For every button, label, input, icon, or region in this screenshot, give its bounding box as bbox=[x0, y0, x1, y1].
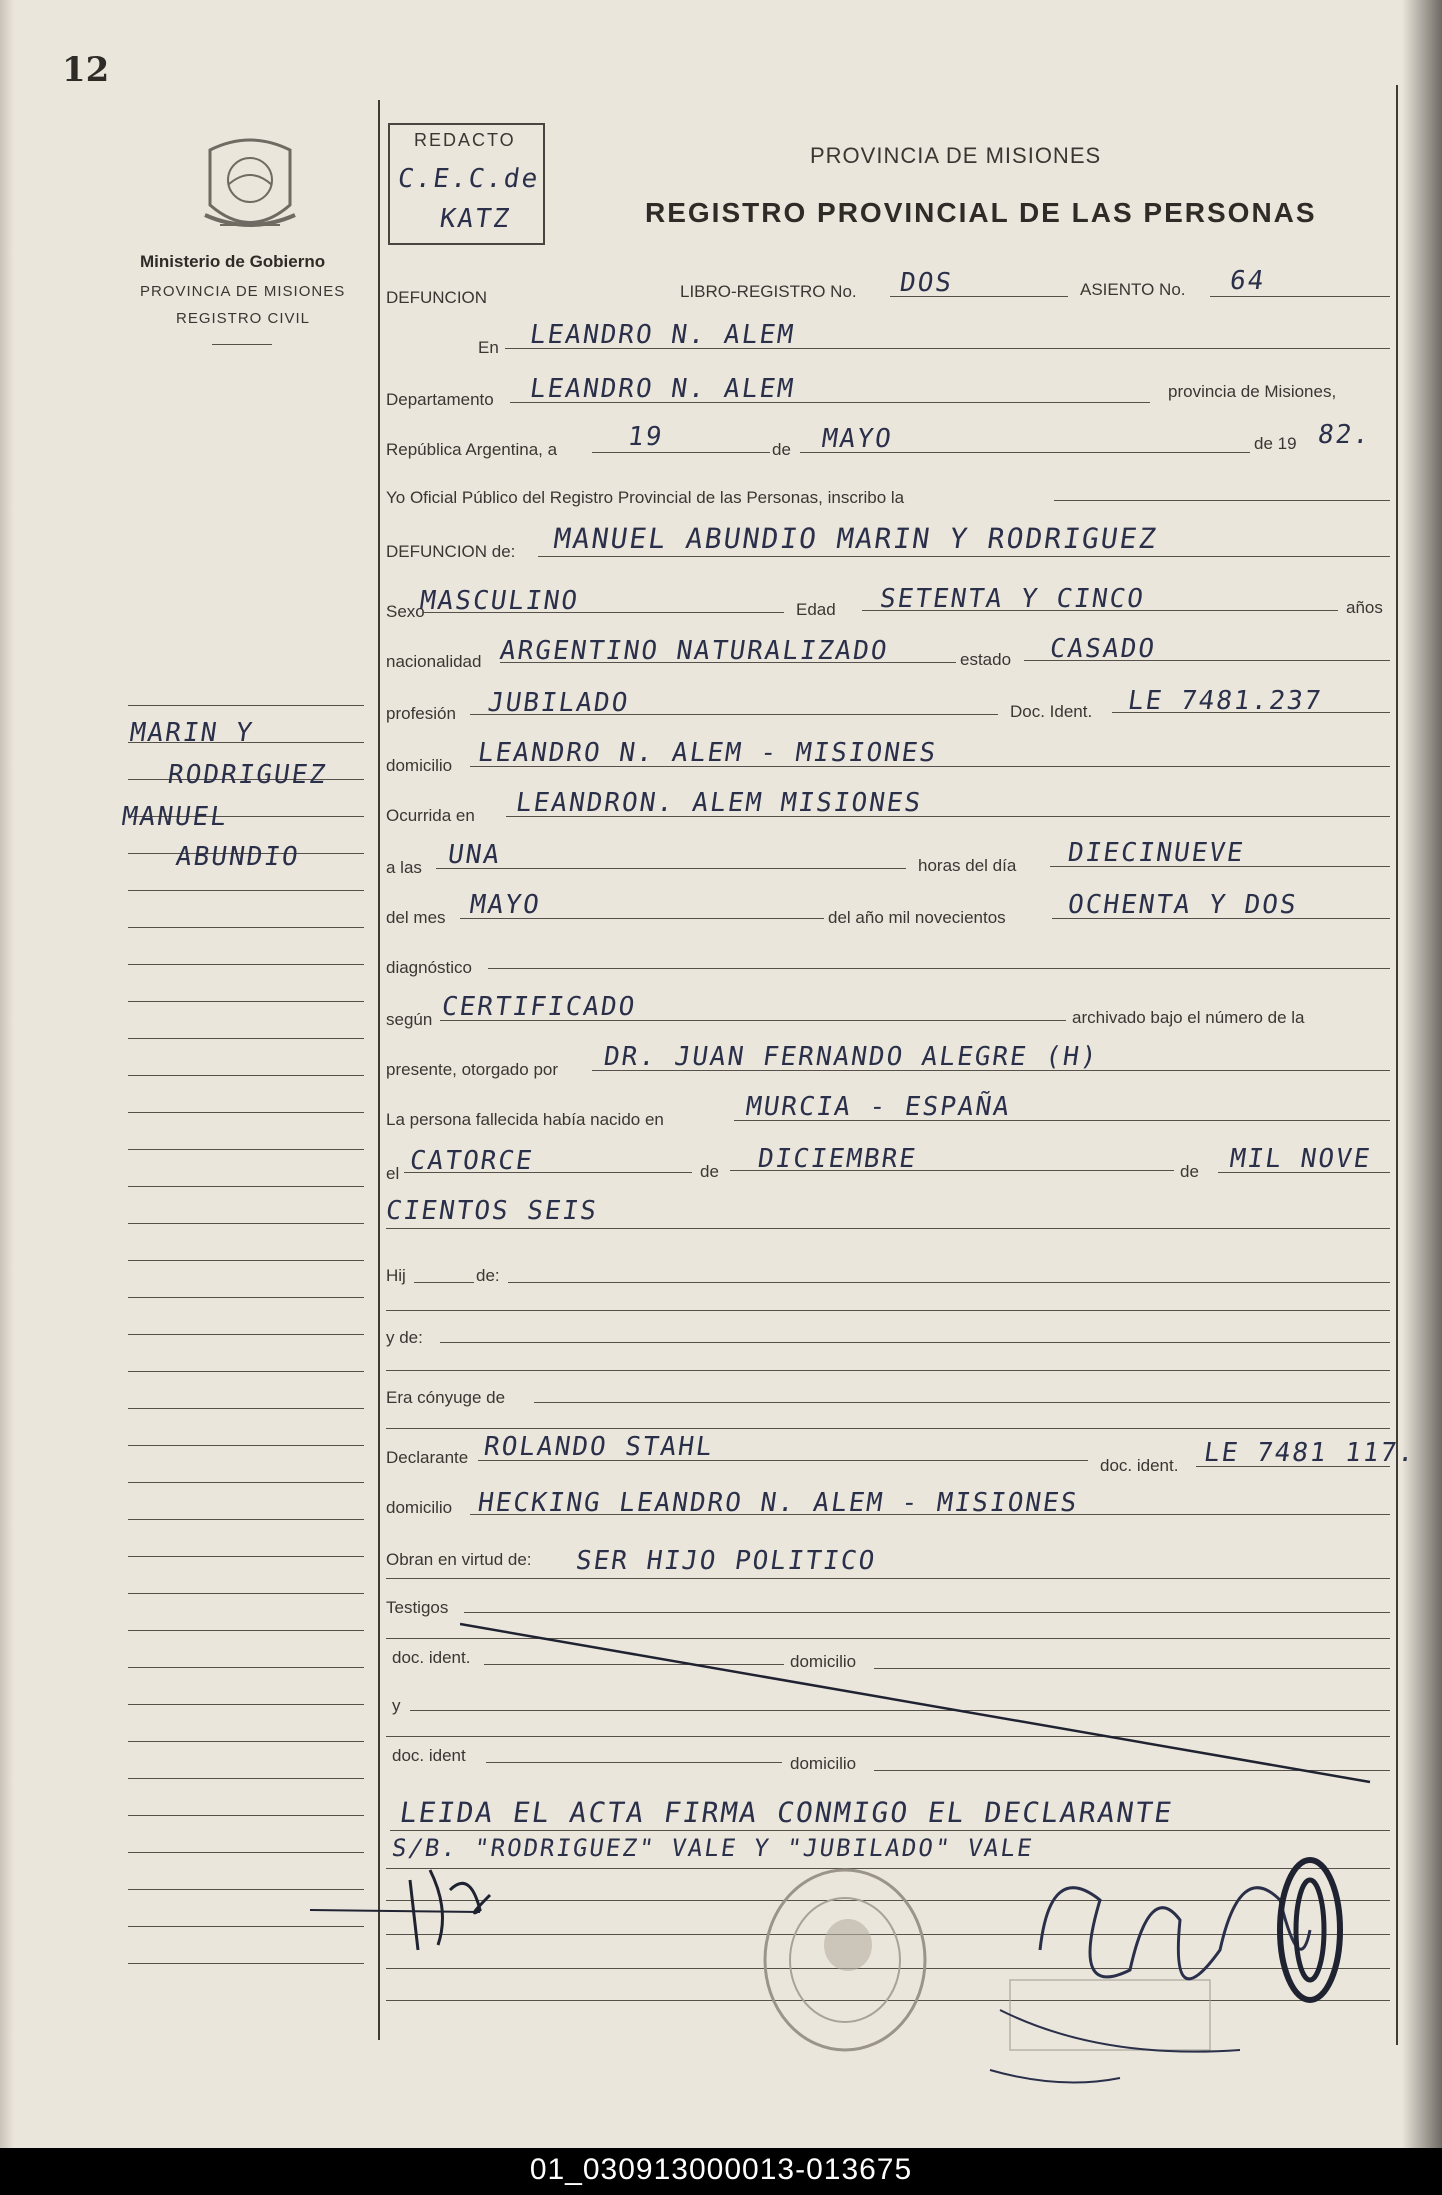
underline bbox=[1218, 1172, 1390, 1173]
hij-de-label: de: bbox=[476, 1266, 500, 1285]
margin-rule-line bbox=[128, 1038, 364, 1039]
en-value: LEANDRO N. ALEM bbox=[527, 320, 797, 350]
registry-title: REGISTRO PROVINCIAL DE LAS PERSONAS bbox=[645, 197, 1317, 228]
page-edge-left bbox=[0, 0, 14, 2148]
margin-rule-line bbox=[128, 1186, 364, 1187]
margin-name-line: MANUEL bbox=[119, 802, 231, 832]
republica-label: República Argentina, a bbox=[386, 440, 558, 459]
underline bbox=[422, 612, 784, 613]
hij-label: Hij bbox=[386, 1266, 406, 1285]
asiento-label: ASIENTO No. bbox=[1080, 280, 1186, 299]
underline bbox=[1210, 296, 1390, 297]
alas-value: UNA bbox=[445, 840, 504, 870]
y-label: y bbox=[392, 1696, 401, 1715]
margin-rule-line bbox=[128, 1741, 364, 1742]
underline bbox=[508, 1282, 1390, 1283]
margin-rule-line bbox=[128, 1704, 364, 1705]
margin-rule-line bbox=[128, 1149, 364, 1150]
presente-value: DR. JUAN FERNANDO ALEGRE (H) bbox=[601, 1042, 1101, 1072]
underline bbox=[470, 766, 1390, 767]
margin-rule-line bbox=[128, 705, 364, 706]
edad-value: SETENTA Y CINCO bbox=[877, 584, 1147, 614]
right-rule bbox=[1396, 85, 1398, 2045]
domicilio-label: domicilio bbox=[386, 756, 453, 775]
underline bbox=[506, 816, 1390, 817]
doc-ident-b-label: doc. ident bbox=[392, 1746, 466, 1765]
alas-label: a las bbox=[386, 858, 422, 877]
nacido-label: La persona fallecida había nacido en bbox=[386, 1110, 664, 1129]
page-edge-right bbox=[1402, 0, 1442, 2148]
margin-rule bbox=[378, 100, 380, 2040]
margin-rule-line bbox=[128, 1075, 364, 1076]
asiento-value: 64 bbox=[1227, 266, 1268, 296]
sexo-value: MASCULINO bbox=[417, 586, 581, 616]
cientos-value: CIENTOS SEIS bbox=[383, 1196, 600, 1226]
de3-label: de bbox=[1180, 1162, 1199, 1181]
diagnostico-label: diagnóstico bbox=[386, 958, 473, 977]
underline bbox=[440, 1020, 1066, 1021]
horas-label: horas del día bbox=[918, 856, 1017, 875]
underline bbox=[1196, 1466, 1390, 1467]
margin-rule-line bbox=[128, 1223, 364, 1224]
dia-value: 19 bbox=[625, 422, 666, 452]
margin-name-line: RODRIGUEZ bbox=[165, 760, 329, 790]
underline bbox=[1112, 712, 1390, 713]
underline bbox=[534, 1402, 1390, 1403]
underline bbox=[734, 1120, 1390, 1121]
nacionalidad-value: ARGENTINO NATURALIZADO bbox=[497, 636, 891, 666]
underline bbox=[505, 348, 1390, 349]
el-label: el bbox=[386, 1164, 400, 1183]
underline bbox=[890, 296, 1068, 297]
doc-ident-value: LE 7481 117. bbox=[1201, 1438, 1418, 1468]
margin-name-line: ABUNDIO bbox=[173, 842, 302, 872]
margin-name-line: MARIN Y bbox=[127, 718, 256, 748]
margin-rule-line bbox=[128, 1482, 364, 1483]
doc-ident-label: doc. ident. bbox=[1100, 1456, 1179, 1475]
closing-line-1: LEIDA EL ACTA FIRMA CONMIGO EL DECLARANTE bbox=[397, 1796, 1176, 1829]
underline bbox=[386, 1370, 1390, 1371]
delmes-label: del mes bbox=[386, 908, 446, 927]
segun-label: según bbox=[386, 1010, 433, 1029]
underline bbox=[386, 1578, 1390, 1579]
margin-rule-line bbox=[128, 964, 364, 965]
doc-label: Doc. Ident. bbox=[1010, 702, 1093, 721]
defuncion-de-label: DEFUNCION de: bbox=[386, 542, 516, 561]
margin-rule-line bbox=[128, 890, 364, 891]
de2-label: de bbox=[700, 1162, 719, 1181]
oficial-label: Yo Oficial Público del Registro Provincial de las Personas, inscribo la bbox=[386, 488, 905, 507]
domicilio2-label: domicilio bbox=[386, 1498, 453, 1517]
underline bbox=[464, 1612, 1390, 1613]
ministry-divider bbox=[212, 344, 272, 345]
edad-label: Edad bbox=[796, 600, 836, 619]
margin-rule-line bbox=[128, 1001, 364, 1002]
margin-rule-line bbox=[128, 1593, 364, 1594]
margin-rule-line bbox=[128, 1778, 364, 1779]
domicilio-value: LEANDRO N. ALEM - MISIONES bbox=[475, 738, 940, 768]
sexo-label: Sexo bbox=[386, 602, 425, 621]
declarant-signature-icon bbox=[980, 1840, 1380, 2100]
mes-value: MAYO bbox=[819, 424, 895, 454]
official-initials-icon bbox=[300, 1850, 540, 1960]
underline bbox=[414, 1282, 474, 1283]
underline bbox=[538, 556, 1390, 557]
margin-rule-line bbox=[128, 1556, 364, 1557]
underline bbox=[592, 452, 770, 453]
libro-value: DOS bbox=[897, 268, 956, 298]
underline bbox=[440, 1342, 1390, 1343]
libro-label: LIBRO-REGISTRO No. bbox=[680, 282, 857, 301]
profesion-label: profesión bbox=[386, 704, 456, 723]
underline bbox=[488, 968, 1390, 969]
margin-rule-line bbox=[128, 1297, 364, 1298]
domicilio2-value: HECKING LEANDRO N. ALEM - MISIONES bbox=[475, 1488, 1081, 1518]
underline bbox=[800, 452, 1250, 453]
margin-rule-line bbox=[128, 1445, 364, 1446]
image-id-label: 01_030913000013-013675 bbox=[529, 2153, 913, 2186]
presente-label: presente, otorgado por bbox=[386, 1060, 559, 1079]
margin-rule-line bbox=[128, 927, 364, 928]
redacto-label: REDACTO bbox=[414, 130, 516, 150]
ministry-name: Ministerio de Gobierno bbox=[140, 252, 326, 271]
nacido-value: MURCIA - ESPAÑA bbox=[743, 1092, 1013, 1122]
conyuge-label: Era cónyuge de bbox=[386, 1388, 506, 1407]
anio-mil-label: del año mil novecientos bbox=[828, 908, 1006, 927]
closing-line-2: S/B. "RODRIGUEZ" VALE Y "JUBILADO" VALE bbox=[390, 1834, 1036, 1862]
segun-value: CERTIFICADO bbox=[439, 992, 639, 1022]
underline bbox=[436, 868, 906, 869]
archivado-label: archivado bajo el número de la bbox=[1072, 1008, 1305, 1027]
margin-rule-line bbox=[128, 1667, 364, 1668]
ocurrida-label: Ocurrida en bbox=[386, 806, 475, 825]
underline bbox=[1054, 500, 1390, 501]
underline bbox=[478, 1460, 1088, 1461]
estado-label: estado bbox=[960, 650, 1012, 669]
delmes-value: MAYO bbox=[467, 890, 543, 920]
ocurrida-value: LEANDRON. ALEM MISIONES bbox=[513, 788, 925, 818]
underline bbox=[730, 1170, 1174, 1171]
underline bbox=[404, 1172, 692, 1173]
underline bbox=[592, 1070, 1390, 1071]
margin-rule-line bbox=[128, 1112, 364, 1113]
ministry-registry: REGISTRO CIVIL bbox=[176, 310, 311, 327]
de-19-label: de 19 bbox=[1254, 434, 1297, 453]
defuncion-de-value: MANUEL ABUNDIO MARIN Y RODRIGUEZ bbox=[551, 522, 1160, 555]
underline bbox=[460, 918, 824, 919]
underline bbox=[510, 402, 1150, 403]
de-label: de bbox=[772, 440, 791, 459]
underline bbox=[386, 1428, 1390, 1429]
margin-rule-line bbox=[128, 1630, 364, 1631]
margin-rule-line bbox=[128, 1408, 364, 1409]
defuncion-label: DEFUNCION bbox=[386, 288, 488, 307]
domicilio-a-label: domicilio bbox=[790, 1652, 857, 1671]
coat-of-arms-icon bbox=[200, 135, 300, 245]
underline bbox=[390, 1830, 1390, 1831]
obran-value: SER HIJO POLITICO bbox=[573, 1546, 879, 1576]
redacto-value: C.E.C.de bbox=[395, 164, 542, 194]
underline bbox=[1050, 866, 1390, 867]
ministry-province: PROVINCIA DE MISIONES bbox=[140, 283, 346, 300]
estado-value: CASADO bbox=[1047, 634, 1159, 664]
redacto-value: KATZ bbox=[437, 204, 513, 234]
declarante-label: Declarante bbox=[386, 1448, 469, 1467]
underline bbox=[386, 1228, 1390, 1229]
doc-ident-a-label: doc. ident. bbox=[392, 1648, 471, 1667]
margin-rule-line bbox=[128, 1815, 364, 1816]
underline bbox=[500, 662, 956, 663]
yde-label: y de: bbox=[386, 1328, 423, 1347]
obran-label: Obran en virtud de: bbox=[386, 1550, 532, 1569]
de3-value: MIL NOVE bbox=[1227, 1144, 1374, 1174]
margin-rule-line bbox=[128, 1371, 364, 1372]
domicilio-b-label: domicilio bbox=[790, 1754, 857, 1773]
underline bbox=[862, 610, 1338, 611]
declarante-value: ROLANDO STAHL bbox=[481, 1432, 716, 1462]
doc-value: LE 7481.237 bbox=[1125, 686, 1325, 716]
underline bbox=[1024, 660, 1390, 661]
anio-value: 82. bbox=[1315, 420, 1374, 450]
anios-label: años bbox=[1346, 598, 1383, 617]
underline bbox=[386, 1310, 1390, 1311]
departamento-label: Departamento bbox=[386, 390, 494, 409]
margin-rule-line bbox=[128, 1260, 364, 1261]
underline bbox=[1052, 918, 1390, 919]
underline bbox=[470, 714, 998, 715]
province-label: PROVINCIA DE MISIONES bbox=[810, 143, 1102, 168]
margin-rule-line bbox=[128, 1963, 364, 1964]
official-seal-icon bbox=[760, 1865, 930, 2055]
testigos-label: Testigos bbox=[386, 1598, 449, 1617]
nacionalidad-label: nacionalidad bbox=[386, 652, 482, 671]
margin-rule-line bbox=[128, 1519, 364, 1520]
en-label: En bbox=[478, 338, 499, 357]
margin-rule-line bbox=[128, 1334, 364, 1335]
page-number: 12 bbox=[62, 50, 110, 90]
departamento-value: LEANDRO N. ALEM bbox=[527, 374, 797, 404]
underline bbox=[470, 1514, 1390, 1515]
cancel-line bbox=[460, 1620, 1380, 1790]
anio-mil-value: OCHENTA Y DOS bbox=[1065, 890, 1300, 920]
el-value: CATORCE bbox=[407, 1146, 536, 1176]
profesion-value: JUBILADO bbox=[485, 688, 632, 718]
horas-value: DIECINUEVE bbox=[1065, 838, 1247, 868]
de2-value: DICIEMBRE bbox=[755, 1144, 919, 1174]
provincia-label: provincia de Misiones, bbox=[1168, 382, 1337, 401]
